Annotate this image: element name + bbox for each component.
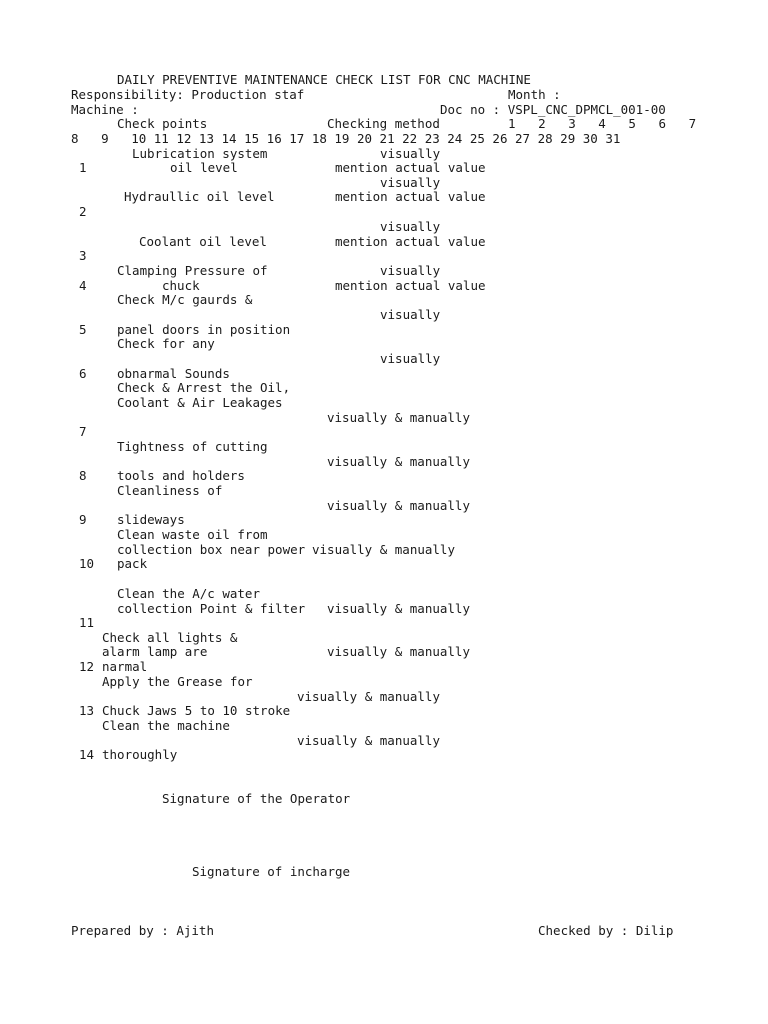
checking-method-text: mention actual value (335, 189, 486, 204)
checking-method-text: visually & manually (327, 454, 470, 469)
checking-method-text: mention actual value (335, 234, 486, 249)
day-columns-row2: 8 9 10 11 12 13 14 15 16 17 18 19 20 21 22 23 24 25 26 27 28 29 30 31 (71, 131, 621, 146)
day-columns-row1: 1 2 3 4 5 6 7 (508, 116, 697, 131)
item-number: 3 (79, 248, 87, 263)
check-point-text: collection box near power (117, 542, 306, 557)
check-point-text: Coolant oil level (139, 234, 267, 249)
checking-method-text: visually & manually (297, 733, 440, 748)
signature-operator-label: Signature of the Operator (162, 791, 351, 806)
item-number: 8 (79, 468, 87, 483)
prepared-by: Prepared by : Ajith (71, 923, 214, 938)
item-number: 9 (79, 512, 87, 527)
check-point-text: Chuck Jaws 5 to 10 stroke (102, 703, 291, 718)
item-number: 14 (79, 747, 95, 762)
responsibility-label: Responsibility: Production staf (71, 87, 305, 102)
check-point-text: Clean waste oil from (117, 527, 268, 542)
column-header-check-points: Check points (117, 116, 208, 131)
checking-method-text: visually (380, 307, 441, 322)
check-point-text: oil level (170, 160, 238, 175)
check-point-text: panel doors in position (117, 322, 291, 337)
item-number: 12 (79, 659, 95, 674)
check-point-text: Clamping Pressure of (117, 263, 268, 278)
checked-by: Checked by : Dilip (538, 923, 674, 938)
check-point-text: Check for any (117, 336, 215, 351)
month-label: Month : (508, 87, 561, 102)
item-number: 1 (79, 160, 87, 175)
check-point-text: Tightness of cutting (117, 439, 268, 454)
item-number: 7 (79, 424, 87, 439)
checking-method-text: visually & manually (312, 542, 455, 557)
checking-method-text: mention actual value (335, 160, 486, 175)
check-point-text: Clean the machine (102, 718, 230, 733)
check-point-text: Check all lights & (102, 630, 238, 645)
checking-method-text: visually & manually (327, 498, 470, 513)
check-point-text: Cleanliness of (117, 483, 223, 498)
check-point-text: Clean the A/c water (117, 586, 260, 601)
check-point-text: collection Point & filter (117, 601, 306, 616)
checking-method-text: visually & manually (327, 601, 470, 616)
check-point-text: Check M/c gaurds & (117, 292, 253, 307)
check-point-text: alarm lamp are (102, 644, 208, 659)
item-number: 5 (79, 322, 87, 337)
checking-method-text: visually (380, 263, 441, 278)
check-point-text: obnarmal Sounds (117, 366, 230, 381)
column-header-checking-method: Checking method (327, 116, 440, 131)
check-point-text: thoroughly (102, 747, 178, 762)
checking-method-text: visually & manually (327, 410, 470, 425)
check-point-text: Lubrication system (132, 146, 268, 161)
signature-incharge-label: Signature of incharge (192, 864, 351, 879)
item-number: 13 (79, 703, 95, 718)
item-number: 11 (79, 615, 95, 630)
item-number: 4 (79, 278, 87, 293)
check-point-text: pack (117, 556, 148, 571)
check-point-text: narmal (102, 659, 148, 674)
machine-label: Machine : (71, 102, 139, 117)
checking-method-text: visually & manually (327, 644, 470, 659)
check-point-text: Check & Arrest the Oil, (117, 380, 291, 395)
check-point-text: slideways (117, 512, 185, 527)
checking-method-text: visually (380, 219, 441, 234)
check-point-text: Apply the Grease for (102, 674, 253, 689)
check-point-text: Coolant & Air Leakages (117, 395, 283, 410)
doc-number: Doc no : VSPL_CNC_DPMCL_001-00 (440, 102, 666, 117)
check-point-text: chuck (162, 278, 200, 293)
item-number: 6 (79, 366, 87, 381)
checking-method-text: visually (380, 351, 441, 366)
checking-method-text: visually (380, 146, 441, 161)
checking-method-text: visually & manually (297, 689, 440, 704)
item-number: 2 (79, 204, 87, 219)
check-point-text: Hydraullic oil level (124, 189, 275, 204)
checking-method-text: visually (380, 175, 441, 190)
item-number: 10 (79, 556, 95, 571)
checking-method-text: mention actual value (335, 278, 486, 293)
check-point-text: tools and holders (117, 468, 245, 483)
document-title: DAILY PREVENTIVE MAINTENANCE CHECK LIST FOR CNC MACHINE (117, 72, 531, 87)
